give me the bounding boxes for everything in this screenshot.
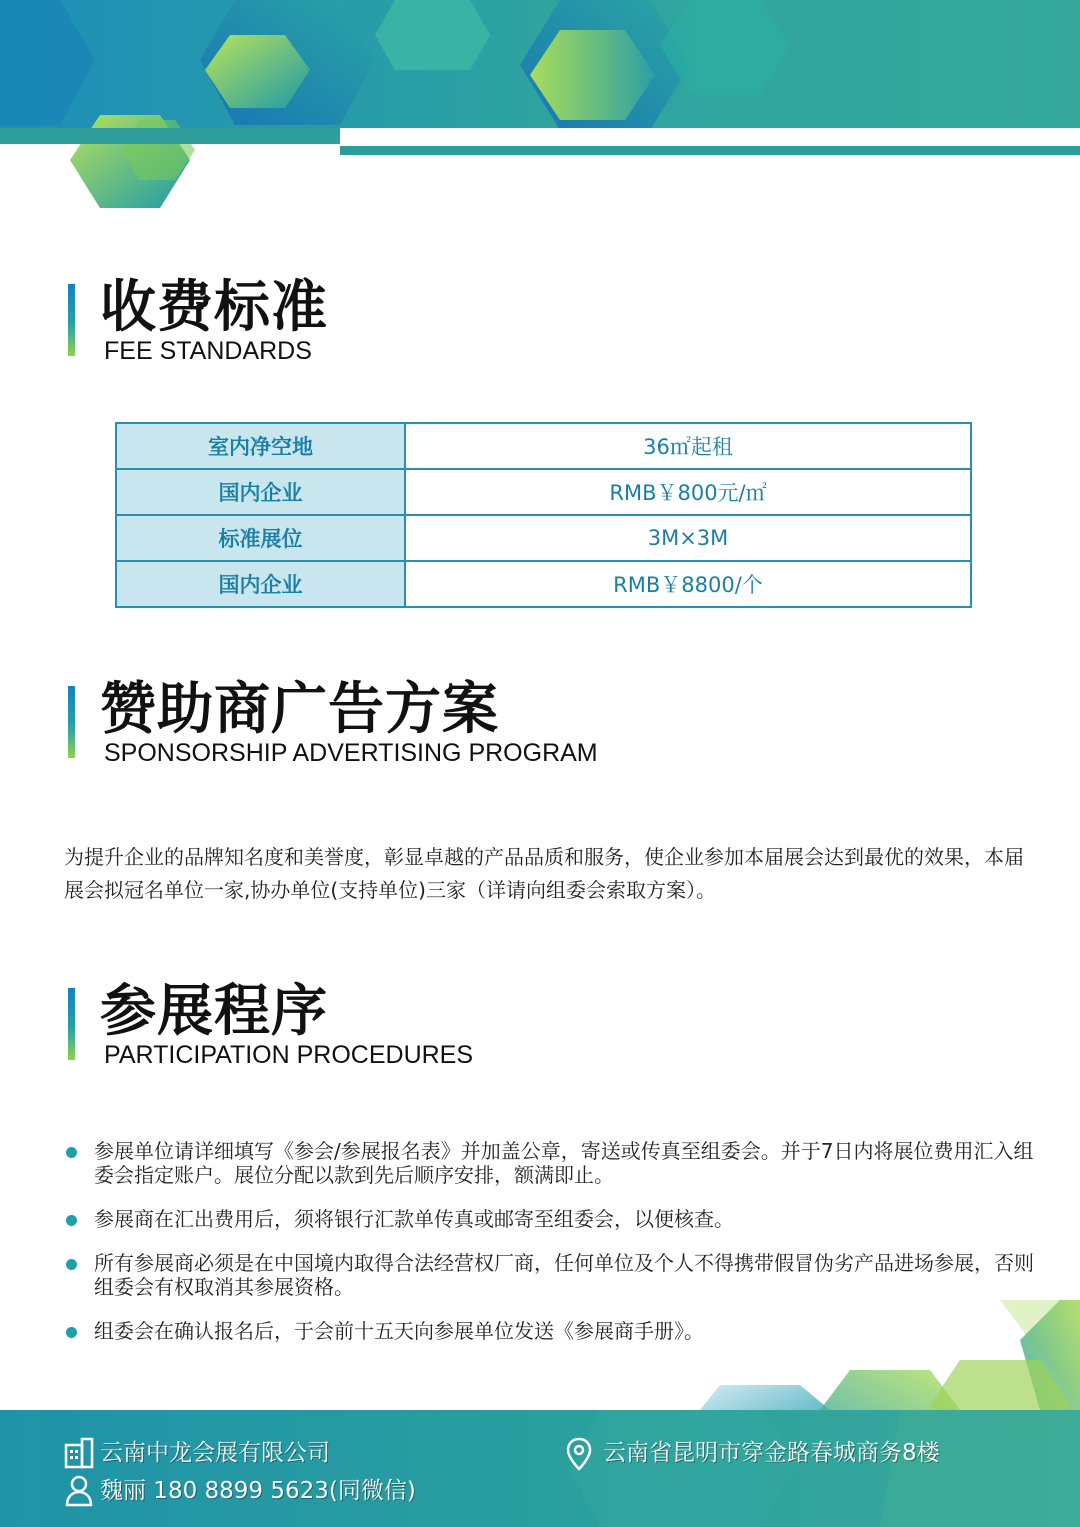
bullet-dot-icon <box>66 1215 77 1226</box>
address: 云南省昆明市穿金路春城商务8楼 <box>603 1440 940 1466</box>
table-cell-value: 36㎡起租 <box>405 423 971 469</box>
list-item <box>64 1251 1034 1299</box>
company-name: 云南中龙会展有限公司 <box>100 1440 330 1466</box>
section-title: 参展程序 <box>100 979 328 1044</box>
table-cell-label: 国内企业 <box>116 469 405 515</box>
fee-table <box>115 422 972 608</box>
section-subtitle: FEE STANDARDS <box>104 337 312 365</box>
list-item-text: 参展商在汇出费用后，须将银行汇款单传真或邮寄至组委会，以便核查。 <box>94 1207 734 1231</box>
person-icon <box>64 1475 94 1507</box>
table-row <box>116 561 971 607</box>
section-subtitle: PARTICIPATION PROCEDURES <box>104 1041 474 1069</box>
section-accent-bar <box>68 988 75 1060</box>
table-row <box>116 423 971 469</box>
list-item-text: 组委会在确认报名后，于会前十五天向参展单位发送《参展商手册》。 <box>94 1319 704 1343</box>
table-cell-label: 室内净空地 <box>116 423 405 469</box>
bullet-dot-icon <box>66 1147 77 1158</box>
table-cell-value: RMB￥800元/㎡ <box>405 469 971 515</box>
header-decoration <box>0 0 1080 215</box>
section-accent-bar <box>68 686 75 758</box>
section-subtitle: SPONSORSHIP ADVERTISING PROGRAM <box>104 739 598 767</box>
section-accent-bar <box>68 284 75 356</box>
section-title: 赞助商广告方案 <box>100 677 499 742</box>
sponsor-paragraph: 为提升企业的品牌知名度和美誉度，彰显卓越的产品品质和服务，使企业参加本届展会达到最优的效果，本届展会拟冠名单位一家,协办单位(支持单位)三家（详请向组委会索取方案）。 <box>64 845 1024 902</box>
section-title: 收费标准 <box>100 275 328 340</box>
list-item-text: 所有参展商必须是在中国境内取得合法经营权厂商，任何单位及个人不得携带假冒伪劣产品进场参展，否则组委会有权取消其参展资格。 <box>94 1251 1034 1299</box>
list-item-text: 参展单位请详细填写《参会/参展报名表》并加盖公章，寄送或传真至组委会。并于7日内将展位费用汇入组委会指定账户。展位分配以款到先后顺序安排，额满即止。 <box>94 1139 1034 1187</box>
table-row <box>116 515 971 561</box>
table-cell-label: 标准展位 <box>116 515 405 561</box>
location-pin-icon <box>565 1437 593 1471</box>
table-cell-label: 国内企业 <box>116 561 405 607</box>
table-cell-value: 3M×3M <box>405 515 971 561</box>
building-icon <box>64 1437 94 1469</box>
list-item <box>64 1207 1034 1231</box>
list-item <box>64 1139 1034 1187</box>
table-row <box>116 469 971 515</box>
bullet-dot-icon <box>66 1259 77 1270</box>
contact-info: 魏丽 180 8899 5623(同微信) <box>100 1478 416 1504</box>
table-cell-value: RMB￥8800/个 <box>405 561 971 607</box>
